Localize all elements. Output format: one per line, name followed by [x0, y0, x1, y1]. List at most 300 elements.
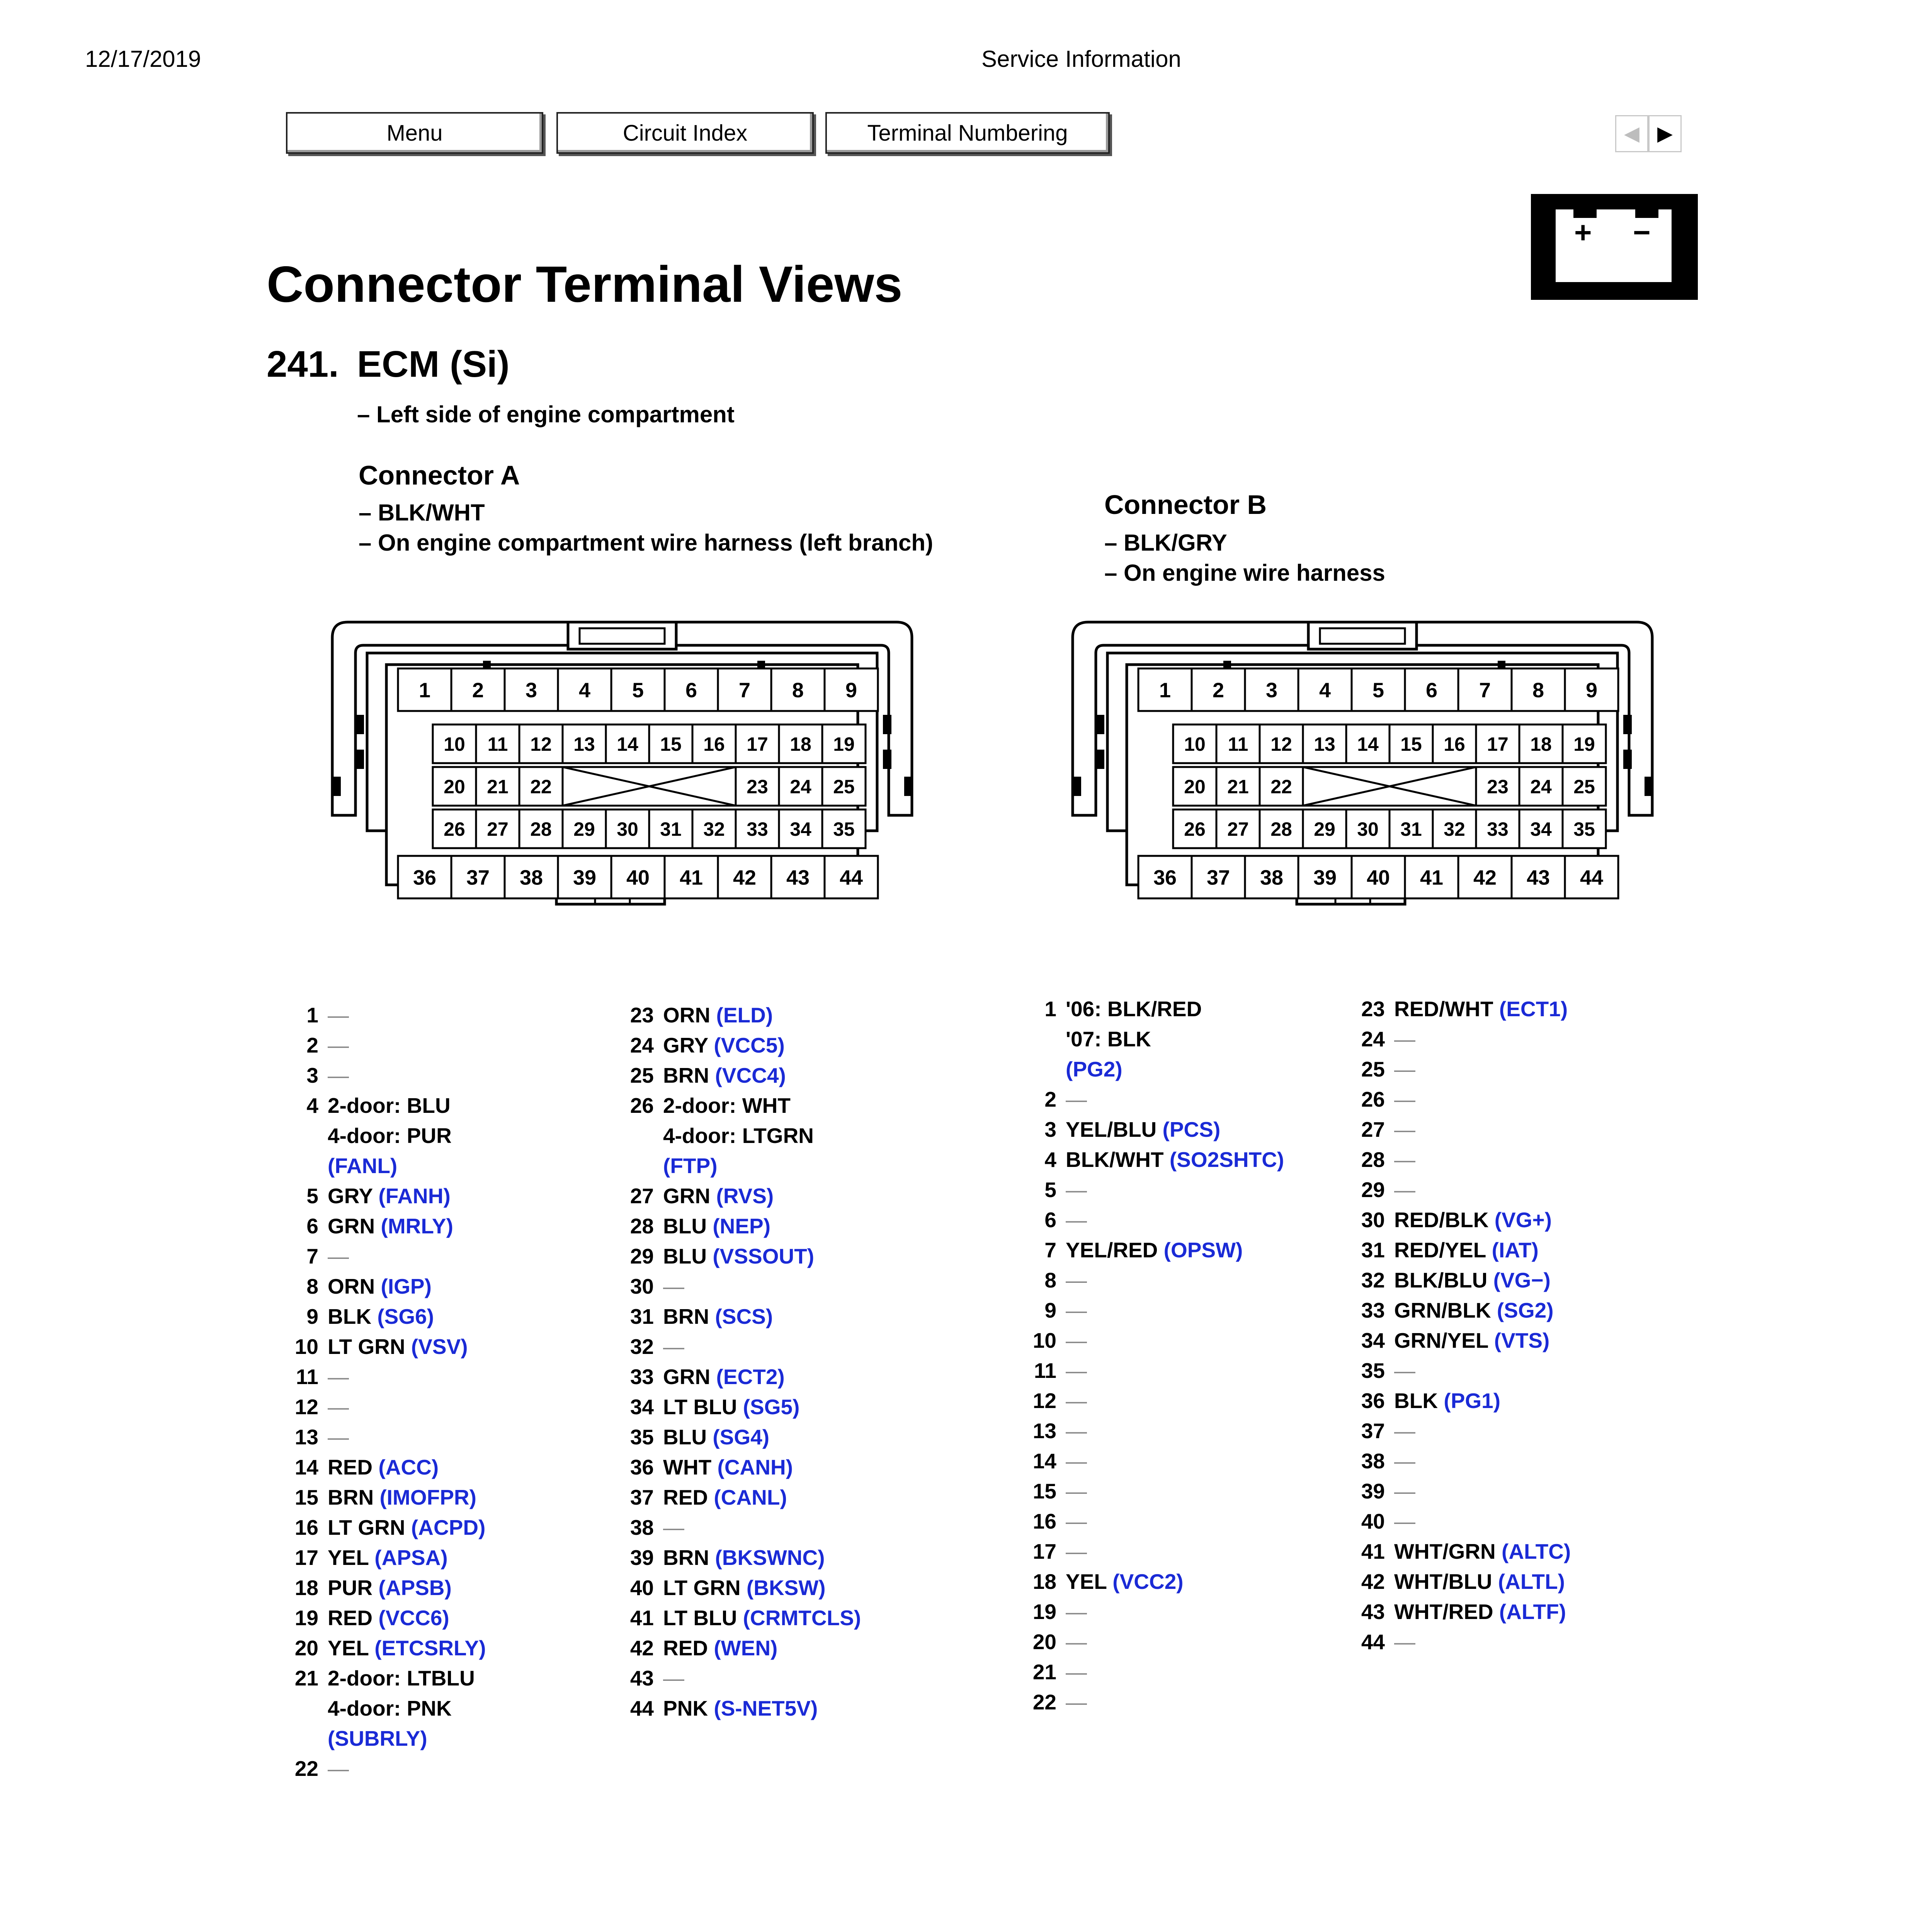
connector-b-pin-row [1352, 1446, 1415, 1476]
connector-a-pin-signal: (BKSWNC) [709, 1546, 825, 1570]
connector-b-terminal-number-23: 23 [1487, 776, 1509, 798]
connector-a-pin-number: 4 [306, 1094, 318, 1117]
connector-a-pin-number: 27 [630, 1184, 654, 1208]
connector-a-pin-number: 21 [294, 1666, 318, 1690]
connector-a-pin-row [286, 1060, 349, 1090]
connector-a-pin-row [286, 1090, 452, 1181]
connector-a-pin-number: 5 [306, 1184, 318, 1208]
connector-a-pin-number: 37 [630, 1485, 654, 1509]
connector-b-pin-row [1352, 1145, 1415, 1175]
connector-b-pin-signal: (SO2SHTC) [1163, 1148, 1284, 1172]
connector-b-pin-unused: — [1394, 1117, 1415, 1141]
connector-b-pin-row [1024, 1145, 1284, 1175]
connector-b-pin-unused: — [1394, 1178, 1415, 1202]
connector-a-key-tab [904, 777, 913, 796]
section-name: ECM (Si) [357, 344, 510, 385]
connector-a-pin-number: 22 [294, 1757, 318, 1781]
connector-b-key-tab [1073, 777, 1081, 796]
connector-b-pin-unused: — [1066, 1419, 1087, 1443]
section-location: – Left side of engine compartment [357, 401, 735, 427]
connector-b-pin-unused: — [1394, 1630, 1415, 1654]
connector-b-pin-unused: — [1066, 1509, 1087, 1533]
connector-b-terminal-number-20: 20 [1184, 776, 1206, 798]
connector-a-pin-signal: (SG5) [737, 1395, 800, 1419]
connector-b-pin-number: 38 [1361, 1449, 1385, 1473]
connector-a-pin-number: 18 [294, 1576, 318, 1600]
connector-b-pin-number: 20 [1032, 1630, 1056, 1654]
connector-b-pin-row [1352, 1627, 1415, 1657]
connector-a-terminal-number-3: 3 [525, 679, 537, 702]
connector-a-pin-number: 7 [306, 1244, 318, 1268]
connector-b-pin-row [1352, 994, 1568, 1024]
connector-b-pin-wire-color: YEL/RED [1066, 1238, 1158, 1262]
connector-b-pin-signal: (PG1) [1438, 1389, 1501, 1413]
connector-b-pin-signal: (SG2) [1491, 1298, 1554, 1322]
connector-b-pin-signal: (VG+) [1488, 1208, 1552, 1232]
connector-b-pin-row [1352, 1416, 1415, 1446]
connector-a-pin-row [621, 1241, 814, 1271]
connector-b-terminal-number-16: 16 [1444, 733, 1465, 755]
connector-b-pin-number: 14 [1032, 1449, 1056, 1473]
connector-b-pin-unused: — [1066, 1389, 1087, 1413]
connector-a-pin-row [621, 1181, 774, 1211]
menu-button[interactable]: Menu [286, 112, 543, 154]
connector-a-pin-signal: (RVS) [710, 1184, 774, 1208]
circuit-index-button[interactable]: Circuit Index [556, 112, 814, 154]
connector-b-pin-row [1352, 1084, 1415, 1114]
connector-b-terminal-number-39: 39 [1313, 866, 1337, 889]
connector-a-pin-wire-color: BRN [663, 1063, 709, 1087]
connector-a-pin-number: 41 [630, 1606, 654, 1630]
connector-b-pin-number: 44 [1361, 1630, 1385, 1654]
connector-b-pin-unused: — [1066, 1600, 1087, 1624]
connector-a-pin-wire-color: BLU [663, 1214, 707, 1238]
connector-a-pin-row [286, 1181, 451, 1211]
connector-a-pin-number: 42 [630, 1636, 654, 1660]
connector-b-terminal-number-26: 26 [1184, 818, 1206, 840]
connector-a-pin-row [621, 1060, 786, 1090]
connector-a-pin-signal: (IGP) [375, 1274, 432, 1298]
connector-b-pin-wire-color: BLK [1394, 1389, 1438, 1413]
connector-b-title: Connector B [1104, 490, 1267, 520]
next-page-icon[interactable]: ▶ [1648, 115, 1682, 152]
connector-b-pin-number: 16 [1032, 1509, 1056, 1533]
connector-b-pin-wire-color: WHT/GRN [1394, 1539, 1496, 1563]
connector-a-pin-signal: (VSV) [405, 1335, 468, 1359]
connector-b-pin-row [1024, 1175, 1087, 1205]
terminal-numbering-button[interactable]: Terminal Numbering [825, 112, 1110, 154]
connector-a-pin-number: 16 [294, 1515, 318, 1539]
connector-a-pin-row [286, 1603, 449, 1633]
connector-a-pin-number: 23 [630, 1003, 654, 1027]
connector-b-terminal-number-14: 14 [1357, 733, 1379, 755]
connector-b-pin-wire-color: BLK/WHT [1066, 1148, 1164, 1172]
connector-a-terminal-number-15: 15 [660, 733, 682, 755]
connector-a-terminal-number-22: 22 [530, 776, 552, 798]
connector-a-pin-row [286, 1663, 475, 1753]
connector-a-pin-number: 13 [294, 1425, 318, 1449]
print-date: 12/17/2019 [85, 46, 201, 72]
connector-a-pin-number: 30 [630, 1274, 654, 1298]
connector-a-pin-signal: (ETCSRLY) [368, 1636, 486, 1660]
connector-b-pin-number: 29 [1361, 1178, 1385, 1202]
connector-a-pin-row [286, 1301, 434, 1332]
connector-b-pin-number: 5 [1044, 1178, 1056, 1202]
connector-a-title: Connector A [359, 460, 520, 490]
connector-b-pin-signal: (OPSW) [1158, 1238, 1243, 1262]
connector-a-terminal-number-30: 30 [617, 818, 638, 840]
connector-b-pin-number: 34 [1361, 1328, 1385, 1352]
connector-a-pin-signal: (APSA) [368, 1546, 448, 1570]
connector-a-terminal-number-28: 28 [530, 818, 552, 840]
connector-a-pin-number: 11 [296, 1365, 318, 1389]
section-number: 241. [267, 344, 339, 385]
connector-a-pin-number: 29 [630, 1244, 654, 1268]
connector-b-pin-number: 4 [1044, 1148, 1056, 1172]
connector-a-pin-number: 35 [630, 1425, 654, 1449]
connector-a-terminal-number-42: 42 [733, 866, 757, 889]
connector-b-pin-unused: — [1394, 1087, 1415, 1111]
connector-b-pin-number: 15 [1032, 1479, 1056, 1503]
connector-b-terminal-number-24: 24 [1530, 776, 1552, 798]
connector-a-pin-wire-color: 4-door: PNK [328, 1696, 452, 1720]
connector-a-pin-row [621, 1422, 769, 1452]
connector-a-top-latch [568, 622, 676, 649]
connector-b-pin-number: 42 [1361, 1570, 1385, 1594]
connector-b-pin-row [1352, 1386, 1500, 1416]
connector-a-pin-wire-color: 4-door: PUR [328, 1124, 452, 1148]
connector-a-pin-signal: (FANH) [372, 1184, 451, 1208]
connector-a-pin-signal: (ACPD) [405, 1515, 486, 1539]
connector-b-pin-row [1024, 1687, 1087, 1717]
connector-b-pin-row [1024, 1114, 1220, 1145]
connector-b-pin-row [1352, 1114, 1415, 1145]
connector-a-key-tab [332, 777, 341, 796]
connector-a-pin-number: 19 [294, 1606, 318, 1630]
connector-a-pin-row [286, 1512, 485, 1543]
connector-a-terminal-number-8: 8 [792, 679, 804, 702]
connector-a-terminal-number-9: 9 [845, 679, 857, 702]
connector-a-terminal-number-4: 4 [578, 679, 591, 702]
connector-a-pin-signal: (SG4) [707, 1425, 770, 1449]
connector-a-pin-row [286, 1573, 452, 1603]
connector-a-terminal-number-16: 16 [703, 733, 725, 755]
connector-b-pin-row [1024, 1506, 1087, 1536]
connector-a-harness: – On engine compartment wire harness (left branch) [359, 530, 933, 556]
connector-a-terminal-number-24: 24 [790, 776, 811, 798]
connector-b-pin-number: 21 [1032, 1660, 1056, 1684]
connector-b-pin-row [1352, 1235, 1539, 1265]
connector-b-pin-number: 12 [1032, 1389, 1056, 1413]
connector-b-terminal-number-38: 38 [1260, 866, 1284, 889]
connector-b-pin-unused: — [1066, 1328, 1087, 1352]
connector-b-terminal-number-13: 13 [1314, 733, 1335, 755]
connector-a-pin-row [621, 1603, 861, 1633]
connector-b-pin-number: 33 [1361, 1298, 1385, 1322]
connector-a-pin-unused: — [328, 1033, 349, 1057]
connector-b-pin-unused: — [1066, 1087, 1087, 1111]
connector-b-pin-unused: — [1394, 1419, 1415, 1443]
connector-a-pin-row [621, 1362, 785, 1392]
connector-b-pin-unused: — [1394, 1057, 1415, 1081]
connector-a-pin-wire-color: ORN [663, 1003, 711, 1027]
connector-a-pin-wire-color: RED [663, 1485, 708, 1509]
connector-a-pin-row [621, 1543, 825, 1573]
connector-b-pin-number: 26 [1361, 1087, 1385, 1111]
connector-a-pin-row [621, 1573, 826, 1603]
connector-a-pin-signal: (ACC) [372, 1455, 439, 1479]
connector-a-pin-number: 32 [630, 1335, 654, 1359]
connector-a-pin-row [286, 1452, 439, 1482]
connector-b-pin-unused: — [1066, 1690, 1087, 1714]
connector-b-pin-row [1352, 1265, 1551, 1295]
connector-a-pin-wire-color: LT GRN [663, 1576, 741, 1600]
connector-b-terminal-number-42: 42 [1473, 866, 1497, 889]
connector-b-pin-row [1352, 1325, 1549, 1355]
connector-a-pin-wire-color: YEL [328, 1546, 369, 1570]
connector-a-pin-signal: (VCC5) [708, 1033, 785, 1057]
connector-a-terminal-number-35: 35 [833, 818, 855, 840]
connector-a-pin-number: 28 [630, 1214, 654, 1238]
connector-b-pin-row [1352, 1506, 1415, 1536]
connector-b-terminal-number-22: 22 [1270, 776, 1292, 798]
connector-b-pin-row [1352, 1566, 1565, 1597]
connector-a-pin-number: 25 [630, 1063, 654, 1087]
connector-b-terminal-number-3: 3 [1265, 679, 1278, 702]
connector-b-pin-row [1024, 1566, 1184, 1597]
connector-b-pin-unused: — [1066, 1539, 1087, 1563]
connector-a-pin-number: 10 [294, 1335, 318, 1359]
connector-a-terminal-number-39: 39 [573, 866, 597, 889]
connector-a-pin-wire-color: WHT [663, 1455, 712, 1479]
connector-b-pin-unused: — [1394, 1359, 1415, 1383]
connector-a-terminal-number-20: 20 [444, 776, 465, 798]
connector-a-pin-row [286, 1000, 349, 1030]
connector-b-pin-row [1352, 1054, 1415, 1084]
connector-b-pin-number: 7 [1044, 1238, 1056, 1262]
connector-a-pin-wire-color: BLU [663, 1425, 707, 1449]
connector-b-pin-wire-color: YEL [1066, 1570, 1107, 1594]
connector-a-pin-number: 17 [294, 1546, 318, 1570]
connector-b-pin-number: 17 [1032, 1539, 1056, 1563]
connector-b-terminal-number-10: 10 [1184, 733, 1206, 755]
connector-b-pin-signal: (VTS) [1488, 1328, 1550, 1352]
connector-a-pin-row [621, 1663, 684, 1693]
connector-a-pin-row [621, 1332, 684, 1362]
connector-b-pin-row [1352, 1175, 1415, 1205]
connector-b-terminal-number-30: 30 [1357, 818, 1379, 840]
connector-b-pin-row [1024, 1536, 1087, 1566]
connector-b-pin-number: 24 [1361, 1027, 1385, 1051]
battery-plus-symbol: + [1574, 215, 1592, 249]
connector-b-pin-number: 43 [1361, 1600, 1385, 1624]
connector-a-color: – BLK/WHT [359, 500, 485, 526]
connector-a-terminal-number-7: 7 [738, 679, 751, 702]
connector-a-pin-row [286, 1241, 349, 1271]
connector-a-terminal-number-13: 13 [573, 733, 595, 755]
connector-b-pin-number: 36 [1361, 1389, 1385, 1413]
connector-a-pin-signal: (NEP) [707, 1214, 771, 1238]
connector-b-pin-signal: (ALTC) [1495, 1539, 1571, 1563]
connector-a-terminal-number-17: 17 [747, 733, 768, 755]
connector-b-pin-wire-color: WHT/RED [1394, 1600, 1493, 1624]
connector-b-terminal-number-44: 44 [1580, 866, 1604, 889]
connector-b-pin-row [1024, 1084, 1087, 1114]
connector-b-pin-unused: — [1394, 1479, 1415, 1503]
connector-a-pin-wire-color: YEL [328, 1636, 369, 1660]
connector-a-pin-wire-color: 2-door: BLU [328, 1094, 451, 1117]
connector-b-pin-row [1024, 1446, 1087, 1476]
connector-a-pin-wire-color: LT GRN [328, 1335, 405, 1359]
connector-a-pin-signal: (FANL) [328, 1154, 398, 1178]
connector-a-pin-unused: — [663, 1515, 684, 1539]
connector-b-pin-row [1024, 1657, 1087, 1687]
connector-b-terminal-number-18: 18 [1530, 733, 1552, 755]
connector-a-pin-wire-color: ORN [328, 1274, 375, 1298]
connector-a-pin-signal: (VCC6) [372, 1606, 449, 1630]
connector-a-pin-signal: (MRLY) [375, 1214, 453, 1238]
connector-a-pin-number: 1 [306, 1003, 318, 1027]
connector-a-pin-row [286, 1422, 349, 1452]
connector-b-pin-number: 9 [1044, 1298, 1056, 1322]
connector-b-pin-number: 1 [1044, 997, 1056, 1021]
connector-b-terminal-number-33: 33 [1487, 818, 1509, 840]
battery-icon [1531, 194, 1698, 300]
connector-b-pin-number: 22 [1032, 1690, 1056, 1714]
connector-a-pin-number: 24 [630, 1033, 654, 1057]
connector-b-pin-unused: — [1066, 1208, 1087, 1232]
connector-b-terminal-number-37: 37 [1206, 866, 1230, 889]
connector-a-pin-unused: — [328, 1063, 349, 1087]
connector-a-pin-wire-color: BRN [663, 1546, 709, 1570]
connector-b-harness: – On engine wire harness [1104, 560, 1385, 586]
connector-a-pin-signal: (SG6) [371, 1304, 434, 1328]
connector-a-pin-number: 38 [630, 1515, 654, 1539]
connector-a-pin-number: 33 [630, 1365, 654, 1389]
connector-b-pin-number: 37 [1361, 1419, 1385, 1443]
connector-b-pin-unused: — [1066, 1359, 1087, 1383]
connector-a-pin-number: 8 [306, 1274, 318, 1298]
connector-b-pin-row [1024, 1597, 1087, 1627]
connector-a-terminal-number-27: 27 [487, 818, 509, 840]
connector-b-pin-wire-color: GRN/YEL [1394, 1328, 1488, 1352]
connector-a-pin-unused: — [663, 1274, 684, 1298]
connector-b-pin-number: 28 [1361, 1148, 1385, 1172]
connector-a-pin-wire-color: GRY [663, 1033, 708, 1057]
connector-b-terminal-number-25: 25 [1573, 776, 1595, 798]
connector-b-pin-wire-color: GRN/BLK [1394, 1298, 1491, 1322]
connector-b-terminal-number-28: 28 [1270, 818, 1292, 840]
connector-a-pin-row [621, 1030, 785, 1060]
connector-a-pin-row [286, 1332, 468, 1362]
connector-b-pin-row [1024, 994, 1202, 1084]
connector-a-pin-row [286, 1392, 349, 1422]
connector-a-terminal-number-11: 11 [487, 733, 508, 755]
connector-b-terminal-number-29: 29 [1314, 818, 1335, 840]
connector-b-terminal-number-6: 6 [1425, 679, 1438, 702]
connector-b-pin-row [1352, 1597, 1566, 1627]
connector-a-pin-number: 40 [630, 1576, 654, 1600]
connector-b-pin-number: 35 [1361, 1359, 1385, 1383]
prev-page-icon[interactable]: ◀ [1615, 115, 1648, 152]
connector-b-pin-row [1024, 1205, 1087, 1235]
connector-a-pin-signal: (CANH) [711, 1455, 793, 1479]
connector-b-terminal-number-12: 12 [1270, 733, 1292, 755]
connector-b-pin-number: 40 [1361, 1509, 1385, 1533]
connector-a-pin-wire-color: LT BLU [663, 1395, 737, 1419]
connector-a-pin-row [286, 1543, 448, 1573]
connector-b-pin-unused: — [1394, 1509, 1415, 1533]
connector-b-terminal-number-21: 21 [1227, 776, 1249, 798]
connector-b-terminal-number-5: 5 [1372, 679, 1384, 702]
connector-a-pin-row [286, 1211, 453, 1241]
connector-a-pin-signal: (SUBRLY) [328, 1726, 427, 1750]
connector-a-pin-number: 9 [306, 1304, 318, 1328]
connector-a-pin-wire-color: BRN [663, 1304, 709, 1328]
connector-a-terminal-number-37: 37 [466, 866, 490, 889]
battery-minus-symbol: − [1633, 215, 1651, 249]
connector-a-pin-number: 6 [306, 1214, 318, 1238]
connector-a-pin-unused: — [328, 1003, 349, 1027]
connector-a-terminal-number-41: 41 [679, 866, 703, 889]
connector-a-pin-unused: — [328, 1757, 349, 1781]
connector-b-pin-signal: (ALTL) [1492, 1570, 1565, 1594]
connector-a-pin-signal: (ECT2) [710, 1365, 785, 1389]
connector-b-pin-signal: (PCS) [1156, 1117, 1221, 1141]
connector-b-pin-unused: — [1066, 1298, 1087, 1322]
connector-b-pin-row [1352, 1355, 1415, 1386]
connector-a-pin-signal: (WEN) [708, 1636, 778, 1660]
connector-b-pin-wire-color: RED/BLK [1394, 1208, 1489, 1232]
connector-a-pin-unused: — [663, 1335, 684, 1359]
connector-b-pin-number: 3 [1044, 1117, 1056, 1141]
connector-a-pin-number: 20 [294, 1636, 318, 1660]
connector-a-pin-wire-color: 2-door: WHT [663, 1094, 791, 1117]
connector-a-pin-row [621, 1271, 684, 1301]
connector-a-terminal-number-5: 5 [632, 679, 644, 702]
connector-a-pin-signal: (S-NET5V) [708, 1696, 818, 1720]
connector-b-pin-unused: — [1066, 1660, 1087, 1684]
connector-b-terminal-number-40: 40 [1366, 866, 1390, 889]
connector-b-pin-wire-color: '06: BLK/RED [1066, 997, 1202, 1021]
connector-a-pin-number: 39 [630, 1546, 654, 1570]
connector-a-terminal-number-34: 34 [790, 818, 811, 840]
connector-b-pin-unused: — [1394, 1148, 1415, 1172]
connector-a-pin-wire-color: LT BLU [663, 1606, 737, 1630]
connector-a-pin-row [286, 1362, 349, 1392]
connector-a-pin-number: 43 [630, 1666, 654, 1690]
connector-a-pin-wire-color: BLU [663, 1244, 707, 1268]
connector-b-pin-unused: — [1066, 1630, 1087, 1654]
connector-b-pin-unused: — [1066, 1268, 1087, 1292]
connector-a-pin-unused: — [663, 1666, 684, 1690]
connector-b-key-tab [1645, 777, 1653, 796]
connector-b-terminal-number-34: 34 [1530, 818, 1552, 840]
connector-b-terminal-number-8: 8 [1532, 679, 1544, 702]
connector-a-pin-wire-color: LT GRN [328, 1515, 405, 1539]
connector-b-pin-row [1024, 1476, 1087, 1506]
connector-b-terminal-number-35: 35 [1573, 818, 1595, 840]
connector-b-pin-signal: (IAT) [1486, 1238, 1539, 1262]
connector-a-pin-signal: (CANL) [708, 1485, 787, 1509]
connector-a-terminal-number-43: 43 [786, 866, 810, 889]
connector-a-pin-row [286, 1633, 486, 1663]
connector-a-pin-row [621, 1452, 793, 1482]
connector-a-pin-number: 36 [630, 1455, 654, 1479]
connector-b-terminal-number-19: 19 [1573, 733, 1595, 755]
connector-a-terminal-number-33: 33 [747, 818, 768, 840]
connector-a-key-tab [355, 715, 364, 734]
